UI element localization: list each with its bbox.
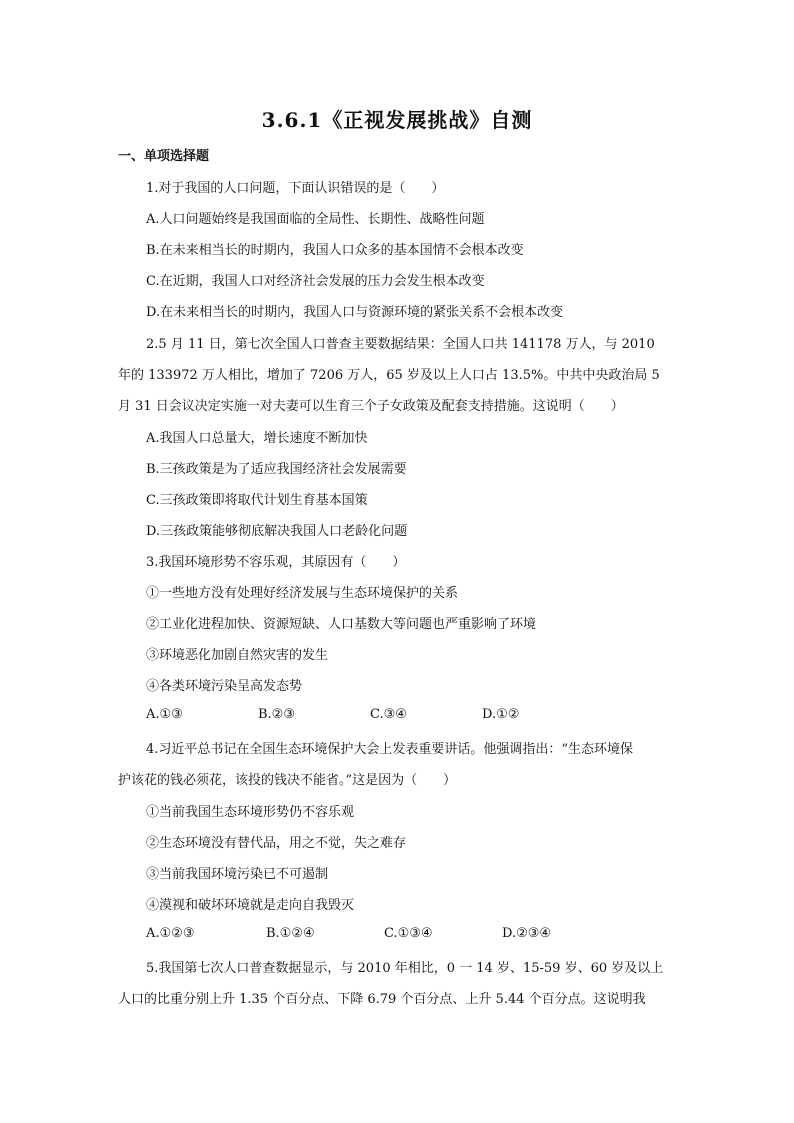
question-3-statement-3: ③环境恶化加剧自然灾害的发生: [146, 648, 329, 663]
question-3-options: [146, 707, 519, 722]
question-4-options: [146, 926, 551, 941]
question-5-stem-line-1: 5.我国第七次人口普查数据显示，与 2010 年相比，0 一 14 岁、15-59 岁、60 岁及以上: [146, 961, 664, 976]
question-2-option-a: A.我国人口总量大，增长速度不断加快: [146, 431, 368, 446]
question-3-option-a: A.①③: [146, 707, 183, 722]
question-3-option-b: B.②③: [258, 707, 295, 722]
question-4-option-a: A.①②③: [146, 926, 195, 941]
question-4-statement-4: ④漠视和破坏环境就是走向自我毁灭: [146, 898, 355, 913]
question-3-option-c: C.③④: [370, 707, 407, 722]
question-2-option-b: B.三孩政策是为了适应我国经济社会发展需要: [146, 462, 407, 477]
question-4-option-d: D.②③④: [502, 926, 552, 941]
question-2-option-c: C.三孩政策即将取代计划生育基本国策: [146, 493, 368, 508]
question-3-statement-1: ①一些地方没有处理好经济发展与生态环境保护的关系: [146, 586, 459, 601]
question-3-option-d: D.①②: [482, 707, 520, 722]
question-4-option-b: B.①②④: [266, 926, 315, 941]
question-4-stem-line-2: 护该花的钱必须花，该投的钱决不能省。”这是因为（ ）: [118, 773, 457, 788]
question-4-statement-2: ②生态环境没有替代品，用之不觉，失之难存: [146, 836, 407, 851]
question-1-option-a: A.人口问题始终是我国面临的全局性、长期性、战略性问题: [146, 212, 485, 227]
question-1-stem: 1.对于我国的人口问题，下面认识错误的是（ ）: [146, 181, 445, 196]
question-4-statement-1: ①当前我国生态环境形势仍不容乐观: [146, 805, 355, 820]
question-5-stem-line-2: 人口的比重分别上升 1.35 个百分点、下降 6.79 个百分点、上升 5.44 个百分点。这说明我: [118, 992, 646, 1007]
question-1-option-d: D.在未来相当长的时期内，我国人口与资源环境的紧张关系不会根本改变: [146, 305, 564, 320]
question-3-stem: 3.我国环境形势不容乐观，其原因有（ ）: [146, 555, 406, 570]
question-2-stem-line-2: 年的 133972 万人相比，增加了 7206 万人，65 岁及以上人口占 13.5%。中共中央政治局 5: [118, 368, 660, 383]
question-2-option-d: D.三孩政策能够彻底解决我国人口老龄化问题: [146, 524, 408, 539]
section-heading: 一、单项选择题: [118, 149, 210, 164]
question-2-stem-line-1: 2.5 月 11 日，第七次全国人口普查主要数据结果：全国人口共 141178 万人，与 2010: [146, 337, 655, 352]
question-1-option-c: C.在近期，我国人口对经济社会发展的压力会发生根本改变: [146, 274, 485, 289]
document-title: 3.6.1《正视发展挑战》自测: [261, 108, 533, 132]
question-3-statement-2: ②工业化进程加快、资源短缺、人口基数大等问题也严重影响了环境: [146, 617, 537, 632]
question-2-stem-line-3: 月 31 日会议决定实施一对夫妻可以生育三个子女政策及配套支持措施。这说明（ ）: [118, 399, 624, 414]
question-4-option-c: C.①③④: [384, 926, 433, 941]
question-4-stem-line-1: 4.习近平总书记在全国生态环境保护大会上发表重要讲话。他强调指出：“生态环境保: [146, 742, 634, 757]
question-4-statement-3: ③当前我国环境污染已不可遏制: [146, 867, 329, 882]
question-3-statement-4: ④各类环境污染呈高发态势: [146, 679, 303, 694]
question-1-option-b: B.在未来相当长的时期内，我国人口众多的基本国情不会根本改变: [146, 243, 524, 258]
